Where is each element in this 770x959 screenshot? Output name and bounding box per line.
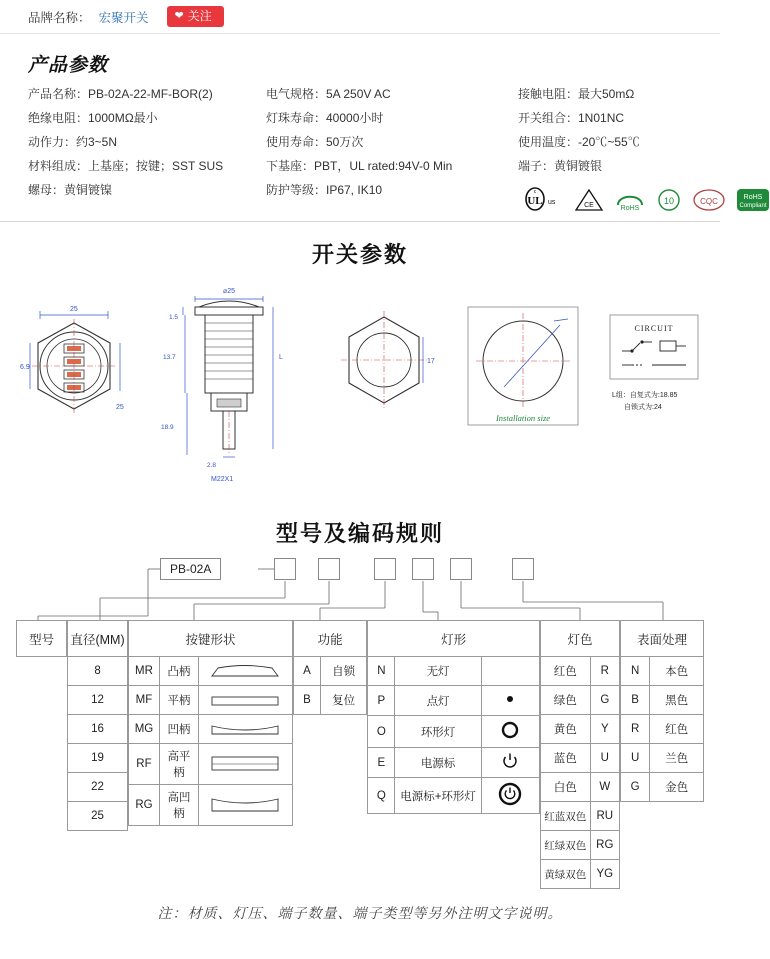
table-cell-name: 红色 <box>540 657 590 686</box>
table-diameter-header: 直径(MM) <box>68 621 128 657</box>
key-shape-high-flat-icon <box>198 744 292 785</box>
svg-text:UL: UL <box>527 195 543 207</box>
table-cell-code: N <box>621 657 650 686</box>
technical-drawings <box>0 279 720 501</box>
table-cell-code: MR <box>128 657 159 686</box>
svg-text:CIRCUIT: CIRCUIT <box>634 324 674 333</box>
table-row: 22 <box>68 773 128 802</box>
table-function-header: 功能 <box>293 621 366 657</box>
table-cell-name: 黄色 <box>540 715 590 744</box>
switch-params-title: 开关参数 <box>311 242 408 267</box>
table-cell-code: RG <box>128 785 159 826</box>
table-cell-name: 本色 <box>650 657 704 686</box>
drawing-side-section <box>155 279 305 488</box>
table-diameter <box>67 620 128 831</box>
spec-cell: 下基座：PBT，UL rated:94V-0 Min <box>266 159 453 173</box>
spec-cell: 防护等级：IP67, IK10 <box>266 183 383 197</box>
table-cell-name: 复位 <box>321 686 367 715</box>
table-cell-code: W <box>590 773 619 802</box>
drawing-installation-size <box>464 279 582 460</box>
svg-text:c: c <box>533 189 537 195</box>
table-lamp-color <box>540 620 620 889</box>
spec-cell: 使用寿命：50万次 <box>266 135 364 149</box>
svg-text:⌀25: ⌀25 <box>222 288 235 295</box>
model-prefix-box: PB-02A <box>160 558 221 580</box>
table-cell-code: MF <box>128 686 159 715</box>
brand-name-link[interactable]: 宏聚开关 <box>98 10 149 25</box>
svg-text:CE: CE <box>584 202 594 209</box>
spec-cell: 动作力：约3~5N <box>28 135 118 149</box>
spec-cell: 螺母：黄铜镀镍 <box>28 183 113 197</box>
lamp-power-icon <box>481 748 539 778</box>
table-model <box>16 620 67 657</box>
lamp-dot-icon <box>481 686 539 716</box>
table-cell-code: R <box>621 715 650 744</box>
svg-text:L组：自复式为:18.85: L组：自复式为:18.85 <box>612 392 678 399</box>
table-cell-name: 黑色 <box>650 686 704 715</box>
spec-cell: 绝缘电阻：1000MΩ最小 <box>28 111 158 125</box>
table-cell-code: MG <box>128 715 159 744</box>
table-cell-code: G <box>590 686 619 715</box>
table-cell-name: 环形灯 <box>395 716 481 748</box>
table-cell-code: Y <box>590 715 619 744</box>
table-lamp-shape <box>367 620 540 815</box>
table-spacer <box>368 814 540 815</box>
table-spacer <box>128 826 292 827</box>
table-cell-code: B <box>621 686 650 715</box>
svg-text:RoHS: RoHS <box>620 205 640 212</box>
table-cell-name: 电源标+环形灯 <box>395 778 481 814</box>
table-cell-code: Q <box>368 778 395 814</box>
product-spec-section <box>0 34 767 222</box>
table-row: 16 <box>68 715 128 744</box>
table-lamp-shape-header: 灯形 <box>368 621 540 657</box>
spec-cell: 使用温度：-20℃~55℃ <box>518 135 640 149</box>
table-cell-name: 高平柄 <box>159 744 198 785</box>
brand-label: 品牌名称： <box>28 10 91 25</box>
cqc-icon <box>692 187 726 213</box>
table-cell-code: N <box>368 657 395 686</box>
svg-text:L: L <box>278 354 283 361</box>
table-cell-name: 凸柄 <box>159 657 198 686</box>
spec-title: 产品参数 <box>28 55 109 76</box>
drawing-hex-plan <box>329 279 439 462</box>
key-shape-convex-icon <box>198 657 292 686</box>
spec-cell: 灯珠寿命：40000小时 <box>266 111 384 125</box>
key-shape-high-concave-icon <box>198 785 292 826</box>
follow-button[interactable] <box>167 6 224 26</box>
lamp-none-icon <box>481 657 539 686</box>
table-cell-code: O <box>368 716 395 748</box>
coding-diagram <box>0 558 720 923</box>
heart-icon: ❤ <box>174 9 184 22</box>
table-model-header: 型号 <box>17 621 67 657</box>
svg-text:Installation size: Installation size <box>495 413 550 423</box>
table-row: 12 <box>68 686 128 715</box>
table-cell-code: U <box>621 744 650 773</box>
svg-text:2.8: 2.8 <box>206 462 216 469</box>
table-cell-name: 蓝色 <box>540 744 590 773</box>
svg-text:自锁式为:24: 自锁式为:24 <box>624 404 662 411</box>
table-cell-name: 白色 <box>540 773 590 802</box>
coding-tables <box>8 620 712 889</box>
table-cell-name: 凹柄 <box>159 715 198 744</box>
spec-cell: 产品名称：PB-02A-22-MF-BOR(2) <box>28 87 213 101</box>
drawing-circuit <box>606 279 702 460</box>
svg-text:17: 17 <box>427 358 435 365</box>
table-function <box>293 620 367 715</box>
table-cell-code: RG <box>590 831 619 860</box>
spec-cell: 电气规格：5A 250V AC <box>266 87 391 101</box>
svg-text:18.9: 18.9 <box>160 424 174 431</box>
table-row: 8 <box>68 657 128 686</box>
certification-logos <box>518 185 770 215</box>
lamp-ring-icon <box>481 716 539 748</box>
table-row: 25 <box>68 802 128 831</box>
table-surface <box>620 620 704 802</box>
table-cell-name: 无灯 <box>395 657 481 686</box>
spec-cell: 开关组合：1N01NC <box>518 111 625 125</box>
table-key-shape <box>128 620 293 827</box>
rohs-compliant-icon <box>736 187 770 213</box>
key-shape-concave-icon <box>198 715 292 744</box>
table-cell-name: 红色 <box>650 715 704 744</box>
svg-text:Compliant: Compliant <box>739 203 767 209</box>
table-cell-name: 自锁 <box>321 657 367 686</box>
svg-text:M22X1: M22X1 <box>210 476 233 483</box>
lamp-power-ring-icon <box>481 778 539 814</box>
spec-cell: 接触电阻：最大50mΩ <box>518 87 635 101</box>
table-cell-name: 电源标 <box>395 748 481 778</box>
table-cell-name: 黄绿双色 <box>540 860 590 889</box>
ul-icon <box>524 187 564 213</box>
table-row: 19 <box>68 744 128 773</box>
table-cell-code: A <box>293 657 320 686</box>
svg-text:1.5: 1.5 <box>168 314 178 321</box>
table-cell-code: E <box>368 748 395 778</box>
table-cell-code: YG <box>590 860 619 889</box>
table-cell-code: RU <box>590 802 619 831</box>
table-cell-name: 红绿双色 <box>540 831 590 860</box>
rohs-icon <box>614 187 646 213</box>
ce-icon <box>574 187 604 213</box>
table-cell-name: 高凹柄 <box>159 785 198 826</box>
spec-cell: 材料组成：上基座；按键；SST SUS <box>28 159 224 173</box>
table-surface-header: 表面处理 <box>621 621 704 657</box>
table-cell-code: B <box>293 686 320 715</box>
table-cell-code: RF <box>128 744 159 785</box>
brand-bar <box>0 0 720 34</box>
spec-cell: 端子：黄铜镀银 <box>518 159 603 173</box>
svg-text:us: us <box>548 199 556 206</box>
svg-text:10: 10 <box>663 196 675 206</box>
follow-button-label: 关注 <box>187 9 212 24</box>
table-cell-name: 红蓝双色 <box>540 802 590 831</box>
svg-text:CQC: CQC <box>700 197 718 206</box>
table-cell-name: 绿色 <box>540 686 590 715</box>
table-cell-code: U <box>590 744 619 773</box>
table-cell-name: 兰色 <box>650 744 704 773</box>
svg-text:25: 25 <box>70 306 78 313</box>
svg-text:6.9: 6.9 <box>20 364 30 371</box>
footer-note: 注：材质、灯压、端子数量、端子类型等另外注明文字说明。 <box>157 907 563 922</box>
svg-text:13.7: 13.7 <box>162 354 176 361</box>
table-key-shape-header: 按键形状 <box>128 621 292 657</box>
coding-rules-title: 型号及编码规则 <box>275 521 444 546</box>
key-shape-flat-icon <box>198 686 292 715</box>
svg-text:RoHS: RoHS <box>743 194 763 201</box>
table-cell-name: 平柄 <box>159 686 198 715</box>
table-cell-code: R <box>590 657 619 686</box>
table-cell-code: P <box>368 686 395 716</box>
svg-text:25: 25 <box>116 404 124 411</box>
coding-boxes-row <box>8 558 712 620</box>
spec-grid <box>0 87 767 215</box>
table-lamp-color-header: 灯色 <box>540 621 619 657</box>
drawing-front-view <box>18 279 130 472</box>
rohs-10-icon <box>656 187 682 213</box>
table-cell-name: 点灯 <box>395 686 481 716</box>
table-cell-code: G <box>621 773 650 802</box>
table-cell-name: 金色 <box>650 773 704 802</box>
